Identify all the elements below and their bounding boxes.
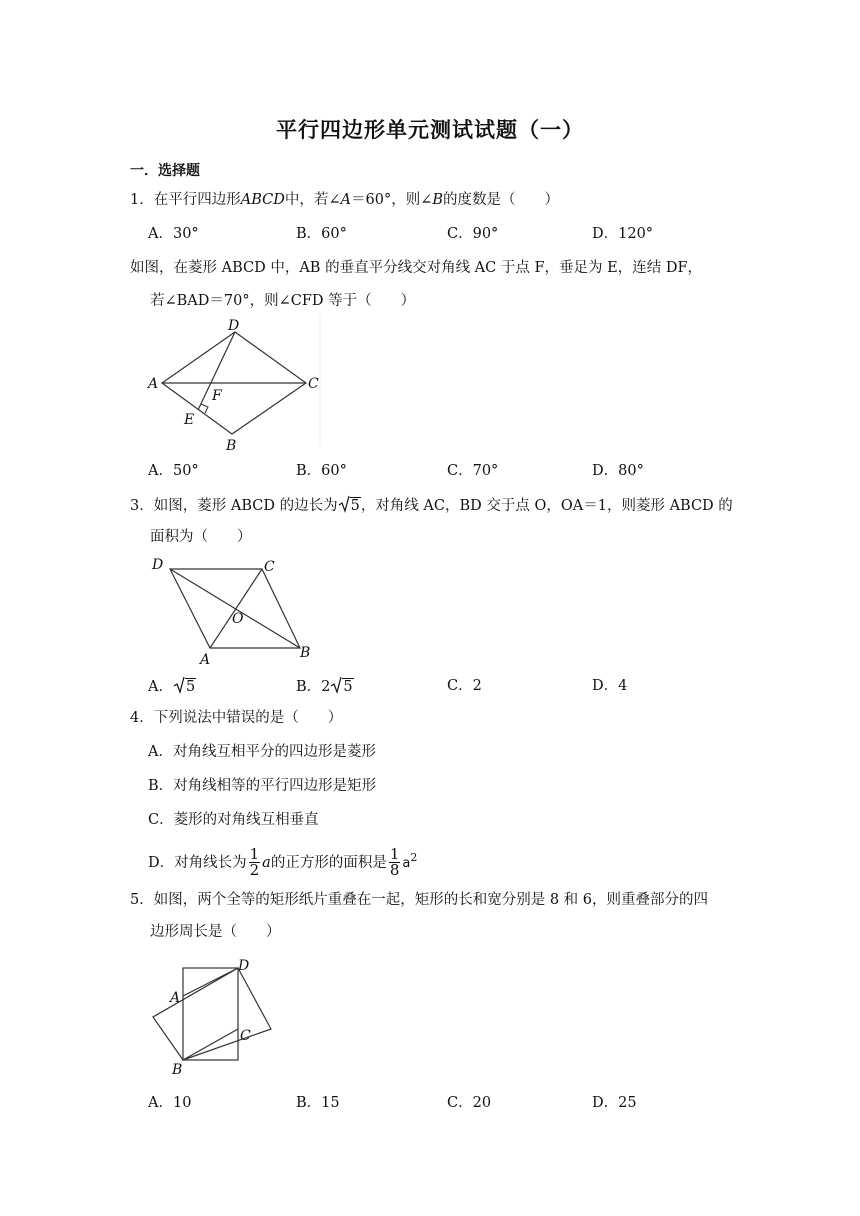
q5-option-d: D．25 xyxy=(592,1095,637,1111)
q4-option-a: A．对角线互相平分的四边形是菱形 xyxy=(148,744,376,760)
q2-option-c: C．70° xyxy=(447,463,499,479)
label-O: O xyxy=(232,611,244,627)
q5-option-c: C．20 xyxy=(447,1095,492,1111)
label-C: C xyxy=(240,1028,251,1044)
sqrt-symbol: 5 xyxy=(338,495,361,516)
q5-option-a: A．10 xyxy=(148,1095,192,1111)
figure-rectangles-q5 xyxy=(146,954,282,1078)
q3-option-b: B．2 5 xyxy=(296,679,353,695)
q4-option-d: D．对角线长为 $\frac{1}{2}$ a的正方形的面积是 $\frac{1}{8}$ $a^2$ xyxy=(148,845,418,880)
q5-option-b: B．15 xyxy=(296,1095,340,1111)
question-number: 1． xyxy=(130,192,154,208)
q1-option-d: D．120° xyxy=(592,226,654,242)
label-E: E xyxy=(184,412,195,428)
page-title: 平行四边形单元测试试题（一） xyxy=(276,118,584,142)
section-heading: 一．选择题 xyxy=(130,163,200,179)
q1-option-a: A．30° xyxy=(148,226,199,242)
q2-option-d: D．80° xyxy=(592,463,644,479)
q1-option-c: C．90° xyxy=(447,226,499,242)
question-5-line-2: 边形周长是（ ） xyxy=(150,924,281,940)
question-3-line-1: 3．如图，菱形 ABCD 的边长为 5，对角线 AC，BD 交于点 O，OA＝1，则菱形 ABCD 的 xyxy=(130,495,733,516)
label-F: F xyxy=(212,388,222,404)
label-A: A xyxy=(170,990,181,1006)
label-D: D xyxy=(152,557,164,573)
fraction-eighth: $\frac{1}{8}$ xyxy=(389,845,400,880)
q3-option-a: A． 5 xyxy=(148,679,196,695)
figure-rhombus-q2 xyxy=(140,316,340,456)
question-1: 1．在平行四边形ABCD中，若∠A＝60°，则∠B的度数是（ ） xyxy=(130,192,560,208)
label-C: C xyxy=(308,376,319,392)
label-B: B xyxy=(172,1062,183,1078)
label-C: C xyxy=(264,559,275,575)
label-D: D xyxy=(228,318,240,334)
label-B: B xyxy=(300,645,311,661)
question-2-line-1: 如图，在菱形 ABCD 中，AB 的垂直平分线交对角线 AC 于点 F，垂足为 E，连结 DF， xyxy=(130,260,703,276)
question-2-line-2: 若∠BAD＝70°，则∠CFD 等于（ ） xyxy=(150,293,416,309)
label-D: D xyxy=(238,958,250,974)
q4-option-b: B．对角线相等的平行四边形是矩形 xyxy=(148,778,377,794)
figure-rhombus-q3 xyxy=(148,555,328,667)
label-A: A xyxy=(148,376,159,392)
label-B: B xyxy=(226,438,237,454)
q3-option-d: D．4 xyxy=(592,678,628,694)
q3-option-c: C．2 xyxy=(447,678,482,694)
label-A: A xyxy=(200,652,211,667)
q2-option-b: B．60° xyxy=(296,463,347,479)
fraction-half: $\frac{1}{2}$ xyxy=(249,845,260,880)
question-5-line-1: 5．如图，两个全等的矩形纸片重叠在一起，矩形的长和宽分别是 8 和 6，则重叠部分的四 xyxy=(130,892,709,908)
question-3-line-2: 面积为（ ） xyxy=(150,529,252,545)
question-4-line-1: 4．下列说法中错误的是（ ） xyxy=(130,710,343,726)
q4-option-c: C．菱形的对角线互相垂直 xyxy=(148,812,319,828)
q1-option-b: B．60° xyxy=(296,226,347,242)
q2-option-a: A．50° xyxy=(148,463,199,479)
